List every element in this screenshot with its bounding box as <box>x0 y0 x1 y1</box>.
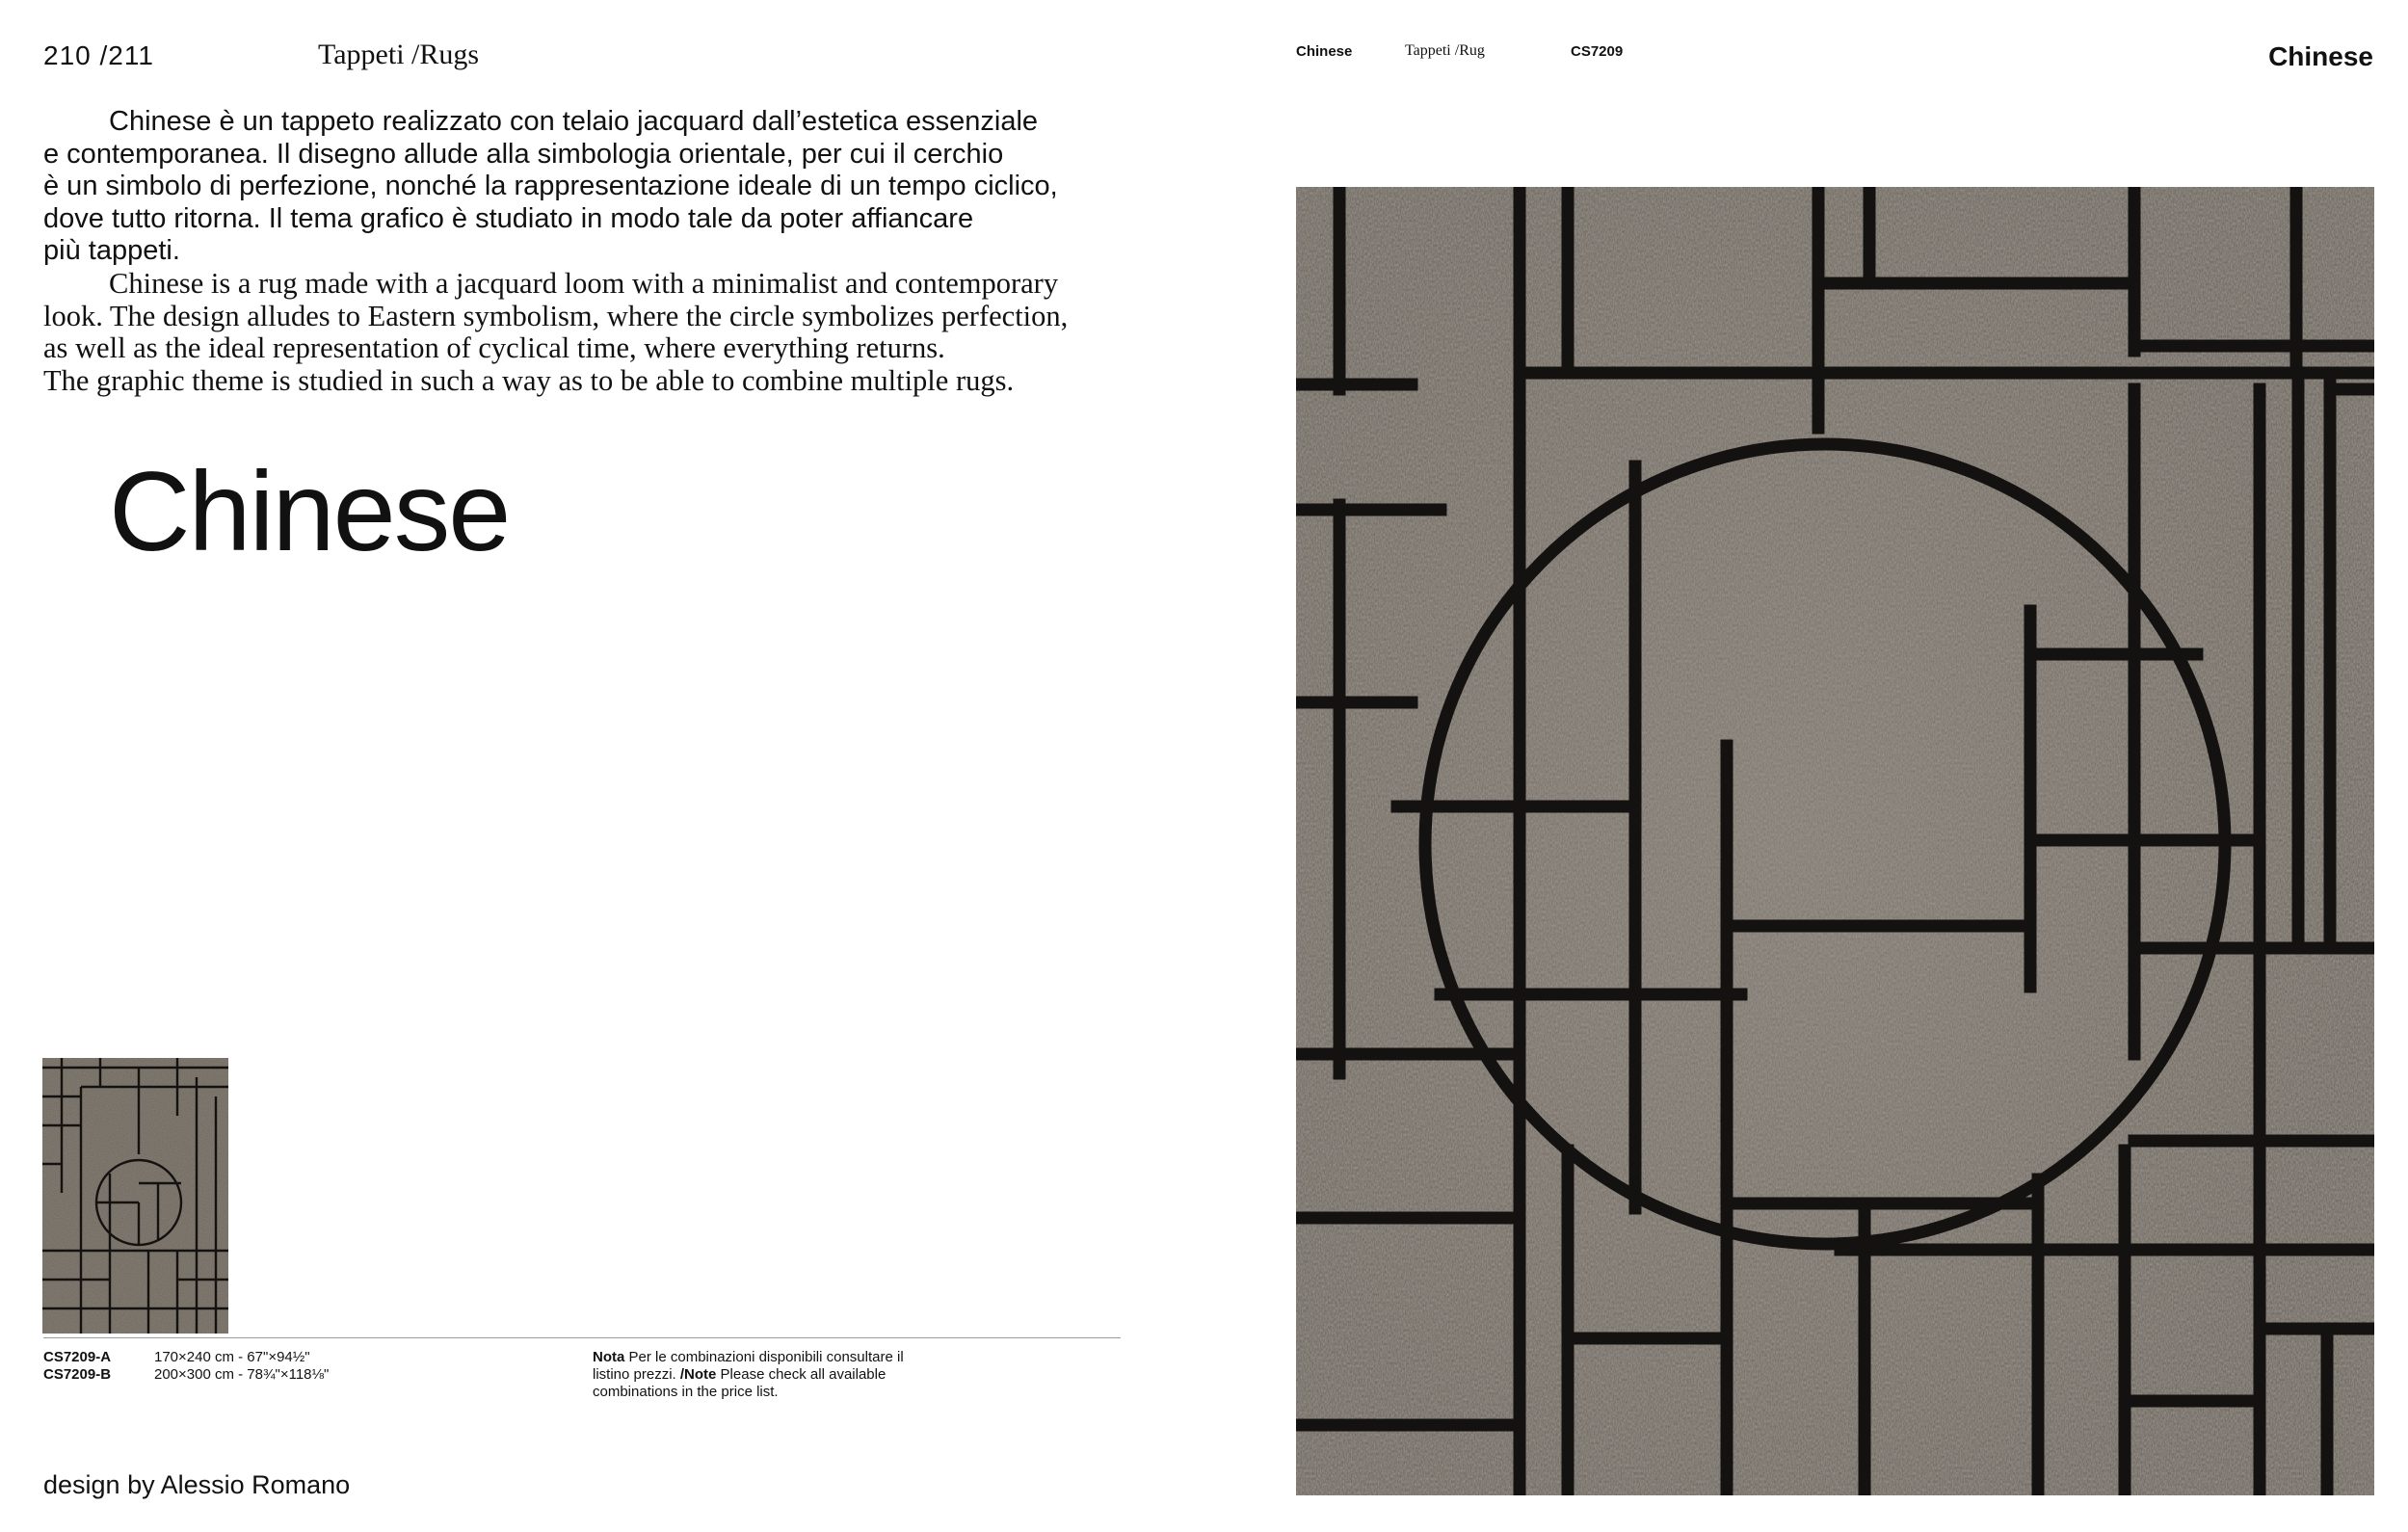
spec-row <box>43 1366 329 1384</box>
rug-thumbnail <box>42 1058 228 1334</box>
spec-code: CS7209-B <box>43 1366 112 1383</box>
spec-list <box>43 1349 329 1384</box>
description-line: più tappeti. <box>43 235 180 266</box>
section-title: Tappeti /Rugs <box>318 39 480 70</box>
description-line: The graphic theme is studied in such a way as to be able to combine multiple rugs. <box>43 363 1015 397</box>
description-line: dove tutto ritorna. Il tema grafico è studiato in modo tale da poter affiancare <box>43 202 974 234</box>
running-head-name: Chinese <box>1296 43 1353 60</box>
description-line: as well as the ideal representation of cyclical time, where everything returns. <box>43 331 945 364</box>
running-head-title: Chinese <box>2268 41 2373 71</box>
description-line: Chinese è un tappeto realizzato con telaio jacquard dall’estetica essenziale <box>109 106 1039 137</box>
spec-size: 170×240 cm - 67"×94½" <box>154 1349 310 1365</box>
description-line: look. The design alludes to Eastern symbolism, where the circle symbolizes perfection, <box>43 299 1069 332</box>
page-number: 210 /211 <box>43 40 154 70</box>
description-line: Chinese is a rug made with a jacquard loom with a minimalist and contemporary <box>109 267 1059 300</box>
product-title: Chinese <box>109 448 510 574</box>
description-line: è un simbolo di perfezione, nonché la rappresentazione ideale di un tempo ciclico, <box>43 171 1058 201</box>
description-line: e contemporanea. Il disegno allude alla simbologia orientale, per cui il cerchio <box>43 138 1004 170</box>
rug-photo <box>1296 187 2374 1495</box>
running-head-code: CS7209 <box>1571 43 1624 60</box>
description-english <box>43 268 1142 397</box>
spec-size: 200×300 cm - 78¾"×118⅛" <box>154 1366 330 1383</box>
note-text: Nota Per le combinazioni disponibili consultare il listino prezzi. /Note Please check all available combinations in the price list. <box>593 1349 904 1400</box>
spec-code: CS7209-A <box>43 1349 112 1365</box>
running-head-section: Tappeti /Rug <box>1405 42 1485 59</box>
description-italian <box>43 106 1142 268</box>
spec-row <box>43 1349 329 1366</box>
divider-line <box>43 1337 1121 1338</box>
designer-credit: design by Alessio Romano <box>43 1470 351 1499</box>
